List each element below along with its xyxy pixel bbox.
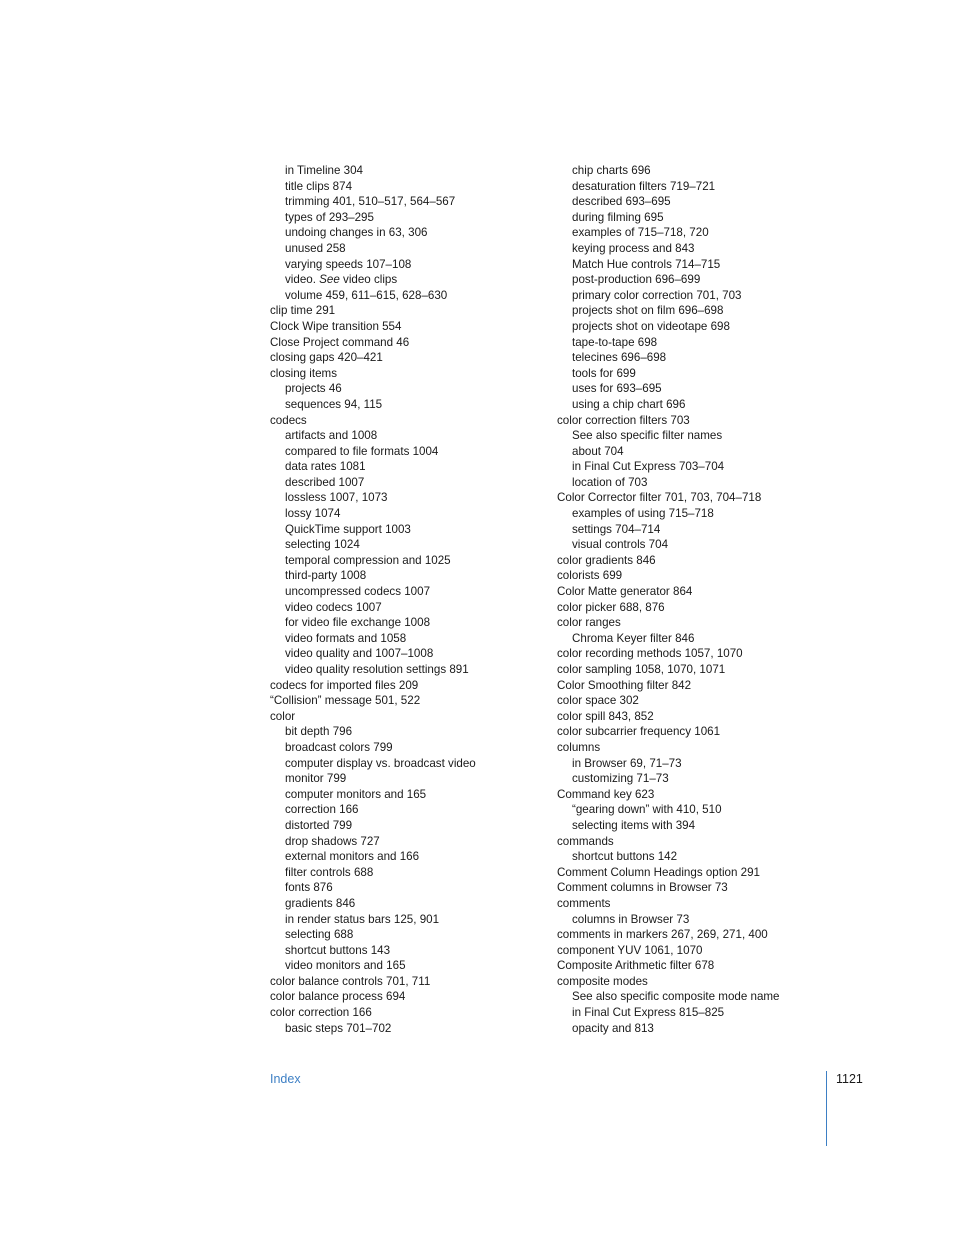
index-subentry: third-party 1008	[285, 569, 367, 583]
index-subentry: drop shadows 727	[285, 834, 380, 848]
index-entry: Color Matte generator 864	[557, 585, 693, 599]
index-entry: Command key 623	[557, 787, 655, 801]
index-subentry: uses for 693–695	[572, 382, 662, 396]
index-subentry: in render status bars 125, 901	[285, 912, 440, 926]
index-subentry: types of 293–295	[285, 210, 374, 224]
index-subentry: selecting 1024	[285, 538, 360, 552]
index-subentry: external monitors and 166	[285, 850, 420, 864]
index-subentry: lossy 1074	[285, 507, 341, 521]
see-reference: See	[319, 273, 340, 287]
index-subentry: described 1007	[285, 475, 365, 489]
index-entry: columns	[557, 740, 601, 754]
index-subentry: gradients 846	[285, 896, 356, 910]
index-subentry: compared to file formats 1004	[285, 444, 439, 458]
index-subentry: title clips 874	[285, 179, 353, 193]
index-subentry: video codecs 1007	[285, 600, 382, 614]
index-entry: closing items	[270, 366, 338, 380]
index-subentry: See also specific filter names	[572, 429, 723, 443]
index-subentry: unused 258	[285, 241, 346, 255]
index-entry: “Collision” message 501, 522	[270, 694, 421, 708]
index-subentry: in Timeline 304	[285, 164, 363, 177]
index-subentry: distorted 799	[285, 818, 353, 832]
index-subentry: columns in Browser 73	[572, 912, 690, 926]
index-subentry: during filming 695	[572, 210, 664, 224]
index-subentry: primary color correction 701, 703	[572, 288, 742, 302]
index-subentry: desaturation filters 719–721	[572, 179, 716, 193]
index-subentry: for video file exchange 1008	[285, 616, 431, 630]
index-subentry: settings 704–714	[572, 522, 661, 536]
index-entry: codecs for imported files 209	[270, 678, 419, 692]
index-entry: Color Corrector filter 701, 703, 704–718	[557, 491, 762, 505]
index-entry: Close Project command 46	[270, 335, 410, 349]
index-subentry: shortcut buttons 143	[285, 943, 391, 957]
index-subentry: correction 166	[285, 803, 359, 817]
index-entry-text: video.	[285, 273, 316, 287]
index-entry: Comment columns in Browser 73	[557, 881, 728, 895]
index-subentry: telecines 696–698	[572, 351, 667, 365]
index-entry: color balance process 694	[270, 990, 406, 1004]
index-subentry: projects shot on film 696–698	[572, 304, 724, 318]
index-subentry: artifacts and 1008	[285, 429, 378, 443]
index-subentry: “gearing down” with 410, 510	[572, 803, 722, 817]
index-subentry: See also specific composite mode name	[572, 990, 780, 1004]
index-subentry: shortcut buttons 142	[572, 850, 678, 864]
index-entry: color correction filters 703	[557, 413, 690, 427]
index-subentry: Match Hue controls 714–715	[572, 257, 721, 271]
index-subentry: projects 46	[285, 382, 342, 396]
index-subentry: selecting 688	[285, 928, 354, 942]
page-number: 1121	[836, 1072, 863, 1086]
index-subentry: visual controls 704	[572, 538, 669, 552]
index-entry: codecs	[270, 413, 307, 427]
index-entry: Color Smoothing filter 842	[557, 678, 692, 692]
index-subentry: lossless 1007, 1073	[285, 491, 388, 505]
index-subentry: tape-to-tape 698	[572, 335, 658, 349]
index-subentry: Chroma Keyer filter 846	[572, 631, 695, 645]
index-subentry: volume 459, 611–615, 628–630	[285, 288, 448, 302]
index-subentry: undoing changes in 63, 306	[285, 226, 428, 240]
index-subentry: examples of 715–718, 720	[572, 226, 709, 240]
index-subentry: chip charts 696	[572, 164, 651, 177]
index-subentry: sequences 94, 115	[285, 397, 383, 411]
index-subentry: basic steps 701–702	[285, 1021, 392, 1035]
index-subentry: described 693–695	[572, 195, 671, 209]
index-subentry: uncompressed codecs 1007	[285, 585, 431, 599]
index-entry: color space 302	[557, 694, 639, 708]
index-entry: comments in markers 267, 269, 271, 400	[557, 928, 768, 942]
index-subentry: QuickTime support 1003	[285, 522, 411, 536]
index-subentry: customizing 71–73	[572, 772, 669, 786]
index-subentry: in Final Cut Express 703–704	[572, 460, 725, 474]
index-entry: color subcarrier frequency 1061	[557, 725, 721, 739]
index-entry: Clock Wipe transition 554	[270, 319, 402, 333]
index-entry: color	[270, 709, 296, 723]
index-subentry: video quality and 1007–1008	[285, 647, 434, 661]
index-subentry: tools for 699	[572, 366, 636, 380]
index-entry: comments	[557, 896, 611, 910]
index-entry: commands	[557, 834, 614, 848]
index-subentry: location of 703	[572, 475, 648, 489]
index-subentry: fonts 876	[285, 881, 333, 895]
index-subentry: examples of using 715–718	[572, 507, 714, 521]
index-column-right	[557, 163, 857, 1036]
index-entry: closing gaps 420–421	[270, 351, 383, 365]
index-subentry: computer display vs. broadcast video	[285, 756, 476, 770]
index-subentry: filter controls 688	[285, 865, 374, 879]
index-entry: color gradients 846	[557, 553, 656, 567]
index-entry: clip time 291	[270, 304, 336, 318]
index-subentry: trimming 401, 510–517, 564–567	[285, 195, 456, 209]
index-subentry: selecting items with 394	[572, 818, 696, 832]
index-entry: Composite Arithmetic filter 678	[557, 959, 715, 973]
index-entry: color ranges	[557, 616, 621, 630]
index-entry: color picker 688, 876	[557, 600, 665, 614]
index-subentry: post-production 696–699	[572, 273, 701, 287]
index-subentry: varying speeds 107–108	[285, 257, 412, 271]
see-target: video clips	[339, 273, 398, 287]
index-entry: color correction 166	[270, 1006, 372, 1020]
index-subentry: about 704	[572, 444, 624, 458]
footer-section-label: Index	[270, 1072, 301, 1086]
footer-divider	[826, 1071, 827, 1146]
index-subentry: in Browser 69, 71–73	[572, 756, 682, 770]
index-subentry: temporal compression and 1025	[285, 553, 451, 567]
index-entry: colorists 699	[557, 569, 623, 583]
index-entry: color recording methods 1057, 1070	[557, 647, 743, 661]
index-subentry: monitor 799	[285, 772, 347, 786]
index-subentry: data rates 1081	[285, 460, 366, 474]
index-subentry: opacity and 813	[572, 1021, 654, 1035]
index-subentry: using a chip chart 696	[572, 397, 686, 411]
index-entry: color sampling 1058, 1070, 1071	[557, 663, 726, 676]
index-subentry: video formats and 1058	[285, 631, 407, 645]
index-entry: color spill 843, 852	[557, 709, 654, 723]
index-subentry: video monitors and 165	[285, 959, 406, 973]
index-entry: color balance controls 701, 711	[270, 974, 431, 988]
index-column-left	[270, 163, 550, 1036]
index-subentry	[270, 272, 550, 288]
index-subentry: computer monitors and 165	[285, 787, 427, 801]
index-subentry: keying process and 843	[572, 241, 695, 255]
index-subentry: bit depth 796	[285, 725, 353, 739]
index-subentry: video quality resolution settings 891	[285, 663, 469, 676]
index-entry: Comment Column Headings option 291	[557, 865, 761, 879]
index-subentry: projects shot on videotape 698	[572, 319, 730, 333]
index-entry: composite modes	[557, 974, 648, 988]
index-subentry: in Final Cut Express 815–825	[572, 1006, 725, 1020]
index-subentry: broadcast colors 799	[285, 740, 393, 754]
index-entry: component YUV 1061, 1070	[557, 943, 703, 957]
